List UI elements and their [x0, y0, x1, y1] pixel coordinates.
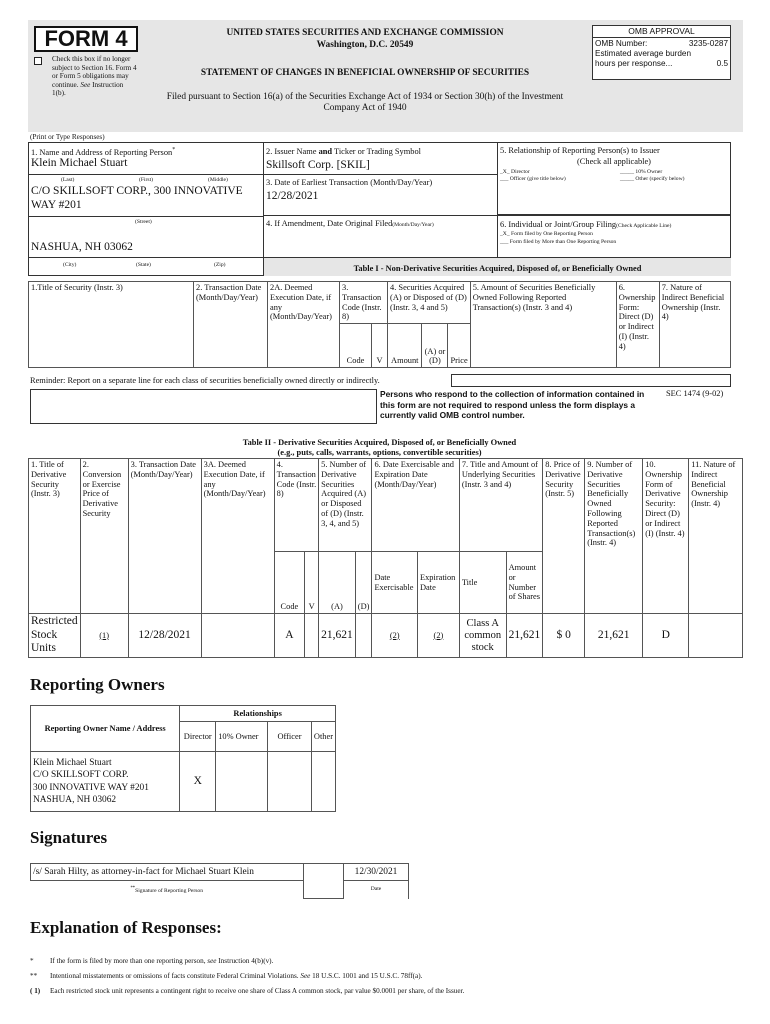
t2-sub-a: (A) — [319, 552, 356, 614]
note-1: ( 1) Each restricted stock unit represents a contingent right to receive one share of Class A common stock, par value $0.0001 per share, of the Issuer. — [30, 987, 465, 995]
t2-col-exercisable: 6. Date Exercisable and Expiration Date (Month/Day/Year) — [372, 459, 459, 552]
signature-date[interactable]: 12/30/2021 — [344, 864, 409, 881]
t2-col-conversion: 2. Conversion or Exercise Price of Derivative Security — [80, 459, 128, 614]
t1-sub-aord: (A) or (D) — [422, 324, 448, 368]
t2-cell-code: A — [274, 614, 305, 658]
col-other: Other — [311, 722, 335, 752]
t2-cell-underlying-amount: 21,621 — [506, 614, 543, 658]
first-label: (First) — [139, 177, 153, 183]
officer-option[interactable]: ___ Officer (give title below) — [500, 176, 566, 182]
reminder-box-top — [451, 374, 731, 387]
t2-sub-amount: Amount or Number of Shares — [506, 552, 543, 614]
omb-number-label: OMB Number: — [595, 39, 648, 48]
reporting-person-city[interactable]: NASHUA, NH 03062 — [31, 241, 133, 253]
explanation-heading: Explanation of Responses: — [30, 918, 222, 937]
col-ten-pct: 10% Owner — [216, 722, 268, 752]
t2-col-code: 4. Transaction Code (Instr. 8) — [274, 459, 319, 552]
col-officer: Officer — [268, 722, 312, 752]
t2-cell-underlying-title: Class A common stock — [459, 614, 506, 658]
print-type-note: (Print or Type Responses) — [30, 133, 105, 141]
t2-col-underlying: 7. Title and Amount of Underlying Securities (Instr. 3 and 4) — [459, 459, 542, 552]
street-label: (Street) — [135, 219, 152, 225]
t2-col-deemed: 3A. Deemed Execution Date, if any (Month/Day/Year) — [201, 459, 274, 614]
t2-cell-title: Restricted Stock Units — [29, 614, 81, 658]
t2-cell-date: 12/28/2021 — [128, 614, 201, 658]
no-longer-subject-checkbox[interactable] — [34, 57, 42, 65]
table2 — [28, 458, 743, 658]
form-title: FORM 4 — [34, 26, 138, 52]
note-star: * If the form is filed by more than one reporting person, see Instruction 4(b)(v). — [30, 957, 274, 965]
table1-title: Table I - Non-Derivative Securities Acquired, Disposed of, or Beneficially Owned — [353, 264, 642, 273]
footnote-2-link-exercisable[interactable]: (2) — [389, 630, 400, 640]
omb-approval-box — [592, 25, 731, 80]
t1-col-title: 1.Title of Security (Instr. 3) — [29, 282, 194, 368]
director-mark: X — [180, 752, 216, 812]
note-double-star: ** Intentional misstatements or omissions of facts constitute Federal Criminal Violations. See 18 U.S.C. 1001 and 15 U.S.C. 78ff(a). — [30, 972, 423, 980]
t2-cell-nature — [689, 614, 743, 658]
officer-mark — [268, 752, 312, 812]
signature-table — [30, 863, 409, 899]
reporting-person-name[interactable]: Klein Michael Stuart — [31, 157, 128, 169]
table2-title: Table II - Derivative Securities Acquired, Disposed of, or Beneficially Owned — [242, 438, 517, 447]
box3-label: 3. Date of Earliest Transaction (Month/Day/Year) — [266, 178, 433, 187]
owner-name-address: Klein Michael Stuart C/O SKILLSOFT CORP. 300 INNOVATIVE WAY #201 NASHUA, NH 03062 — [31, 752, 180, 812]
other-mark — [311, 752, 335, 812]
t2-sub-d: (D) — [355, 552, 372, 614]
t2-data-row — [29, 614, 743, 658]
signature-value[interactable]: /s/ Sarah Hilty, as attorney-in-fact for Michael Stuart Klein — [31, 864, 304, 881]
t2-cell-acquired: 21,621 — [319, 614, 356, 658]
t2-cell-v — [305, 614, 319, 658]
t1-col-ownership: 6. Ownership Form: Direct (D) or Indirect (I) (Instr. 4) — [616, 282, 659, 368]
table2-subtitle: (e.g., puts, calls, warrants, options, convertible securities) — [277, 448, 482, 457]
t1-col-date: 2. Transaction Date (Month/Day/Year) — [194, 282, 268, 368]
date-label: Date — [344, 881, 409, 899]
t2-sub-title: Title — [459, 552, 506, 614]
t1-sub-amount: Amount — [388, 324, 422, 368]
t2-cell-owned: 21,621 — [585, 614, 643, 658]
filing-option-one[interactable]: _X_ Form filed by One Reporting Person — [500, 231, 593, 237]
last-label: (Last) — [61, 177, 75, 183]
box6-label: 6. Individual or Joint/Group Filing(Check Applicable Line) — [500, 220, 672, 229]
t2-cell-form: D — [643, 614, 689, 658]
t2-col-number: 5. Number of Derivative Securities Acquired (A) or Disposed of (D) (Instr. 3, 4, and 5) — [319, 459, 372, 552]
box5-check: (Check all applicable) — [577, 157, 651, 166]
t2-sub-v: V — [305, 552, 319, 614]
t2-cell-deemed — [201, 614, 274, 658]
t2-sub-date-exercisable: Date Exercisable — [372, 552, 418, 614]
t2-col-title: 1. Title of Derivative Security (Instr. 3) — [29, 459, 81, 614]
t1-sub-price: Price — [448, 324, 470, 368]
signature-label: **Signature of Reporting Person — [31, 881, 304, 899]
t1-col-code: 3. Transaction Code (Instr. 8) — [340, 282, 388, 324]
t1-sub-code: Code — [340, 324, 372, 368]
statement-title: STATEMENT OF CHANGES IN BENEFICIAL OWNERSHIP OF SECURITIES — [200, 68, 530, 78]
persons-notice: Persons who respond to the collection of information contained in this form are not required to respond unless the form displays a currently valid OMB control number. — [380, 389, 645, 420]
footnote-1-link[interactable]: (1) — [99, 630, 109, 640]
sec-code: SEC 1474 (9-02) — [666, 389, 724, 398]
t2-col-price: 8. Price of Derivative Security (Instr. 5) — [543, 459, 585, 614]
other-option[interactable]: _____ Other (specify below) — [620, 176, 685, 182]
col-director: Director — [180, 722, 216, 752]
omb-number: 3235-0287 — [688, 39, 728, 48]
signatures-heading: Signatures — [30, 828, 108, 847]
earliest-transaction-date[interactable]: 12/28/2021 — [266, 190, 319, 202]
reminder-box-left — [30, 389, 377, 424]
ten-pct-mark — [216, 752, 268, 812]
box4-label: 4. If Amendment, Date Original Filed(Month/Day/Year) — [266, 219, 434, 228]
agency-name: UNITED STATES SECURITIES AND EXCHANGE COMMISSION — [226, 28, 504, 38]
zip-label: (Zip) — [214, 262, 226, 268]
t2-col-nature: 11. Nature of Indirect Beneficial Ownership (Instr. 4) — [689, 459, 743, 614]
t1-sub-v: V — [372, 324, 388, 368]
t2-col-date: 3. Transaction Date (Month/Day/Year) — [128, 459, 201, 614]
omb-title: OMB APPROVAL — [593, 26, 730, 38]
box2-label: 2. Issuer Name and Ticker or Trading Symbol — [266, 147, 421, 156]
box5-label: 5. Relationship of Reporting Person(s) to Issuer — [500, 146, 660, 155]
t1-col-amount: 5. Amount of Securities Beneficially Owned Following Reported Transaction(s) (Instr. 3 and 4) — [470, 282, 616, 368]
director-option[interactable]: _X_ Director — [500, 169, 530, 175]
t1-col-securities: 4. Securities Acquired (A) or Disposed of (D) (Instr. 3, 4 and 5) — [388, 282, 471, 324]
middle-label: (Middle) — [208, 177, 228, 183]
t2-cell-price: $ 0 — [543, 614, 585, 658]
filed-pursuant: Filed pursuant to Section 16(a) of the Securities Exchange Act of 1934 or Section 30(h) of the Investment Company Act of 1940 — [166, 92, 564, 113]
footnote-2-link-expiration[interactable]: (2) — [433, 630, 444, 640]
reporting-owners-table — [30, 705, 336, 812]
t2-col-form: 10. Ownership Form of Derivative Security: Direct (D) or Indirect (I) (Instr. 4) — [643, 459, 689, 614]
reminder-text: Reminder: Report on a separate line for each class of securities beneficially owned directly or indirectly. — [30, 376, 380, 385]
table1 — [28, 281, 731, 368]
omb-burden: Estimated average burden — [595, 49, 692, 58]
state-label: (State) — [136, 262, 151, 268]
col-owner-name: Reporting Owner Name / Address — [31, 706, 180, 752]
reporting-person-address[interactable]: C/O SKILLSOFT CORP., 300 INNOVATIVE WAY #201 — [31, 185, 243, 211]
relationships-header: Relationships — [180, 706, 336, 722]
t1-col-nature: 7. Nature of Indirect Beneficial Ownership (Instr. 4) — [659, 282, 730, 368]
city-label: (City) — [63, 262, 77, 268]
reporting-owners-heading: Reporting Owners — [30, 675, 165, 694]
checkbox-instructions: Check this box if no longer subject to Section 16. Form 4 or Form 5 obligations may continue. See Instruction 1(b). — [52, 55, 137, 98]
omb-hours: 0.5 — [716, 59, 728, 68]
t2-sub-expiration: Expiration Date — [418, 552, 460, 614]
box1-label: 1. Name and Address of Reporting Person* — [31, 147, 176, 157]
issuer-name[interactable]: Skillsoft Corp. [SKIL] — [266, 159, 370, 171]
agency-city: Washington, D.C. 20549 — [316, 40, 414, 50]
omb-hours-label: hours per response... — [595, 59, 673, 68]
t2-sub-code: Code — [274, 552, 305, 614]
t2-cell-disposed — [355, 614, 372, 658]
t2-col-owned: 9. Number of Derivative Securities Beneficially Owned Following Reported Transaction(s) (Instr. 4) — [585, 459, 643, 614]
ten-pct-option[interactable]: _____ 10% Owner — [620, 169, 663, 175]
filing-option-multiple[interactable]: ___ Form filed by More than One Reporting Person — [500, 239, 617, 245]
t1-col-deemed: 2A. Deemed Execution Date, if any (Month/Day/Year) — [268, 282, 340, 368]
